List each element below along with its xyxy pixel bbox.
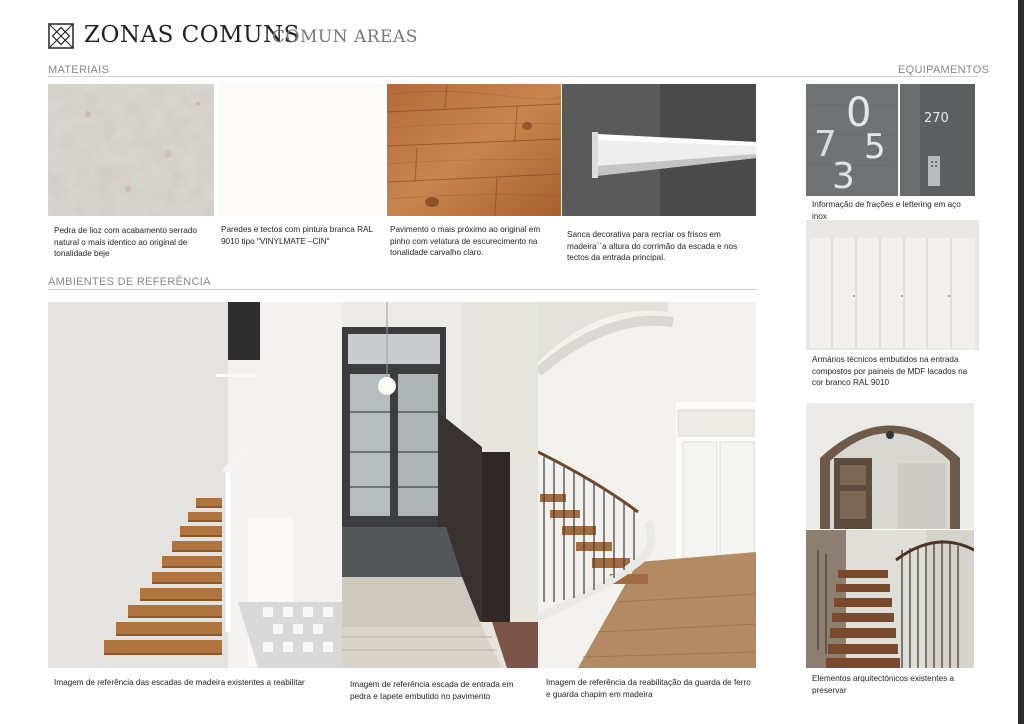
divider bbox=[48, 289, 756, 290]
reference-caption-entrance: Imagem de referência escada de entrada em pedra e tapete embutido no pavimento bbox=[350, 680, 514, 701]
page-title: ZONAS COMUNS bbox=[84, 22, 300, 48]
door-number: 270 bbox=[924, 111, 949, 126]
section-equipamentos: EQUIPAMENTOS bbox=[898, 64, 990, 76]
reference-image-iron-railing bbox=[538, 302, 756, 668]
stone-swatch bbox=[48, 84, 214, 216]
equipment-caption-numbers: Informação de frações e lettering em aço inox bbox=[812, 200, 961, 221]
equipment-image-numbers bbox=[806, 84, 898, 196]
equipment-image-staircase bbox=[806, 530, 974, 668]
reference-image-wooden-stairs bbox=[48, 302, 342, 668]
reference-caption-iron-railing: Imagem de referência da reabilitação da guarda de ferro e guarda chapim em madeira bbox=[546, 678, 751, 699]
white-paint-swatch bbox=[218, 84, 384, 216]
wood-floor-swatch bbox=[387, 84, 561, 216]
page-edge bbox=[1018, 0, 1024, 724]
equipment-caption-cabinets: Armários técnicos embutidos na entrada compostos por paineis de MDF lacados na cor branco RAL 9010 bbox=[812, 355, 968, 387]
material-caption-stone: Pedra de lioz com acabamento serrado natural o mais identico ao original de tonalidade beje bbox=[54, 226, 197, 258]
section-materiais: MATERIAIS bbox=[48, 64, 110, 76]
reference-image-entrance bbox=[342, 302, 538, 668]
reference-caption-wooden-stairs: Imagem de referência das escadas de madeira existentes a reabilitar bbox=[54, 678, 305, 687]
number-3: 3 bbox=[832, 156, 855, 196]
section-ambientes: AMBIENTES DE REFERÊNCIA bbox=[48, 276, 211, 288]
molding-swatch bbox=[562, 84, 756, 216]
equipment-caption-arch-stairs: Elementos arquitectónicos existentes a preservar bbox=[812, 674, 954, 695]
equipment-image-arch bbox=[806, 403, 974, 529]
material-caption-paint: Paredes e tectos com pintura branca RAL 9010 tipo "VINYLMATE –CIN" bbox=[221, 225, 373, 246]
page-subtitle: COMUN AREAS bbox=[272, 27, 418, 47]
number-0: 0 bbox=[846, 90, 872, 136]
number-5: 5 bbox=[864, 127, 886, 167]
divider bbox=[48, 76, 979, 77]
equipment-image-cabinets bbox=[806, 220, 979, 350]
material-caption-floor: Pavimento o mais próximo ao original em pinho com velatura de escurecimento na tonalidade carvalho claro. bbox=[390, 225, 541, 257]
logo-icon bbox=[48, 23, 74, 49]
number-7: 7 bbox=[814, 124, 837, 165]
material-caption-molding: Sanca decorativa para recriar os frisos em madeira``a altura do corrimão da escada e nos tectos da entrada principal. bbox=[567, 230, 738, 262]
equipment-image-door-number bbox=[900, 84, 975, 196]
